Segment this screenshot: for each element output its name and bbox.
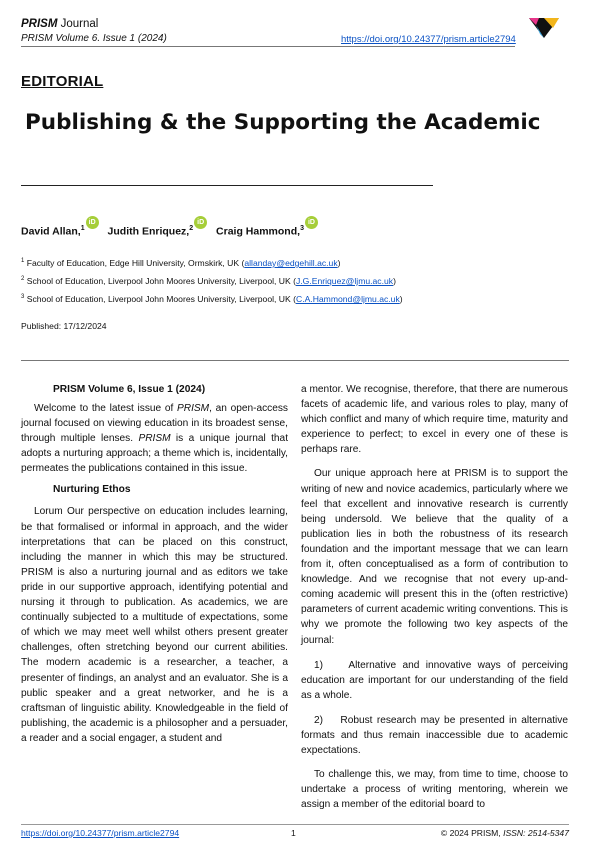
email-link[interactable]: allanday@edgehill.ac.uk — [244, 257, 338, 268]
list-item: 2) Robust research may be presented in alternative formats and thus remain inaccessible due to academic expectations. — [301, 714, 568, 757]
page-number: 1 — [291, 828, 296, 838]
email-link[interactable]: C.A.Hammond@ljmu.ac.uk — [295, 293, 400, 304]
prism-logo-icon — [527, 14, 561, 40]
body-column-right — [301, 382, 568, 812]
section-heading: PRISM Volume 6, Issue 1 (2024) — [53, 384, 206, 395]
body-divider — [21, 360, 569, 361]
title-divider — [21, 185, 433, 186]
intro-paragraph: Welcome to the latest issue of PRISM, an open-access journal focused on viewing education in its broadest sense, through multiple lenses. PRISM is a unique journal that adopts a nurturing approach; a theme which is, incidentally, permeates the publications contained in this issue. — [21, 403, 289, 475]
footer-doi-link[interactable]: https://doi.org/10.24377/prism.article2794 — [21, 828, 180, 838]
footer-divider — [21, 824, 569, 825]
affiliation-item: $^3$ School of Education, Liverpool John Moores University, Liverpool, UK (C.A.Hammond@ljmu.ac.uk) — [21, 293, 403, 304]
body-paragraph: Our unique approach here at PRISM is to support the writing of new and novice academics, particularly where we feel that excellent and innovative research is currently being undersold. We believe that the quality of a publication lies in both the robustness of its research foundation and the important message that we can learn from it, often conceptualised as a form of contribution to knowledge. And we recognise that not every up-and-coming academic will present this in the (often restrictive) parameters of current academic writing conventions. This is why we promote the following two key aspects of the journal: — [301, 468, 568, 646]
body-paragraph: To challenge this, we may, from time to time, choose to undertake a process of writing mentoring, wherein we assign a member of the editorial board to — [301, 769, 568, 811]
list-item: 1) Alternative and innovative ways of perceiving education are important for our understanding of the field as a whole. — [301, 659, 568, 701]
section-label: EDITORIAL — [21, 73, 104, 90]
email-link[interactable]: J.G.Enriquez@ljmu.ac.uk — [295, 275, 394, 286]
published-date: Published: 17/12/2024 — [21, 321, 107, 331]
affiliation-item: $^1$ Faculty of Education, Edge Hill University, Ormskirk, UK (allanday@edgehill.ac.uk) — [21, 257, 341, 268]
orcid-icon[interactable]: iD — [194, 216, 207, 229]
body-paragraph: Lorum Our perspective on education includes learning, be that formalised or informal in approach, and the wider interpretations that can be placed on this construct, including the manner in which this may be structured. PRISM is also a nurturing journal and as editors we take pride in our supportive approach, identifying potential and nursing it through to publication. As academics, we are continually subjected to a multitude of expectations, some of which we may meet well whilst others present greater challenges, often stretching beyond our current abilities. The modern academic is a researcher, a teacher, a presenter of findings, an analyst and an evaluator. She is a public speaker and a great networker, and he is a craftsman of linguistic ability. Knowledgeable in the field of publishing, the academic is a philosopher and a persuader, a reader and a social engager, a student and — [21, 506, 288, 744]
copyright: © 2024 PRISM, ISSN: 2514-5347 — [440, 828, 569, 838]
author-name: David Allan, — [21, 225, 81, 238]
section-heading: Nurturing Ethos — [53, 484, 131, 496]
body-column-left — [21, 382, 288, 746]
orcid-icon[interactable]: iD — [86, 216, 99, 229]
affiliations — [21, 253, 403, 307]
header-divider — [21, 46, 515, 47]
author-name: Craig Hammond, — [216, 225, 301, 238]
author-name: Judith Enriquez, — [107, 225, 190, 238]
orcid-icon[interactable]: iD — [305, 216, 318, 229]
header-doi-link[interactable]: https://doi.org/10.24377/prism.article2794 — [341, 34, 516, 45]
article-title: Publishing & the Supporting the Academic — [25, 110, 541, 135]
author-list: David Allan,$^1$iD Judith Enriquez,$^2$iD Craig Hammond,$^3$iD — [21, 225, 324, 238]
journal-name: PRISM Journal — [21, 18, 99, 30]
body-paragraph: a mentor. We recognise, therefore, that there are numerous facets of academic life, and various roles to play, many of which conflict and many of which require time, maturity and experience to perfect; to excel in every one of these is perhaps rare. — [301, 384, 568, 456]
affiliation-item: $^2$ School of Education, Liverpool John Moores University, Liverpool, UK (J.G.Enriquez@ljmu.ac.uk) — [21, 275, 396, 286]
volume-info: PRISM Volume 6. Issue 1 (2024) — [21, 33, 167, 44]
